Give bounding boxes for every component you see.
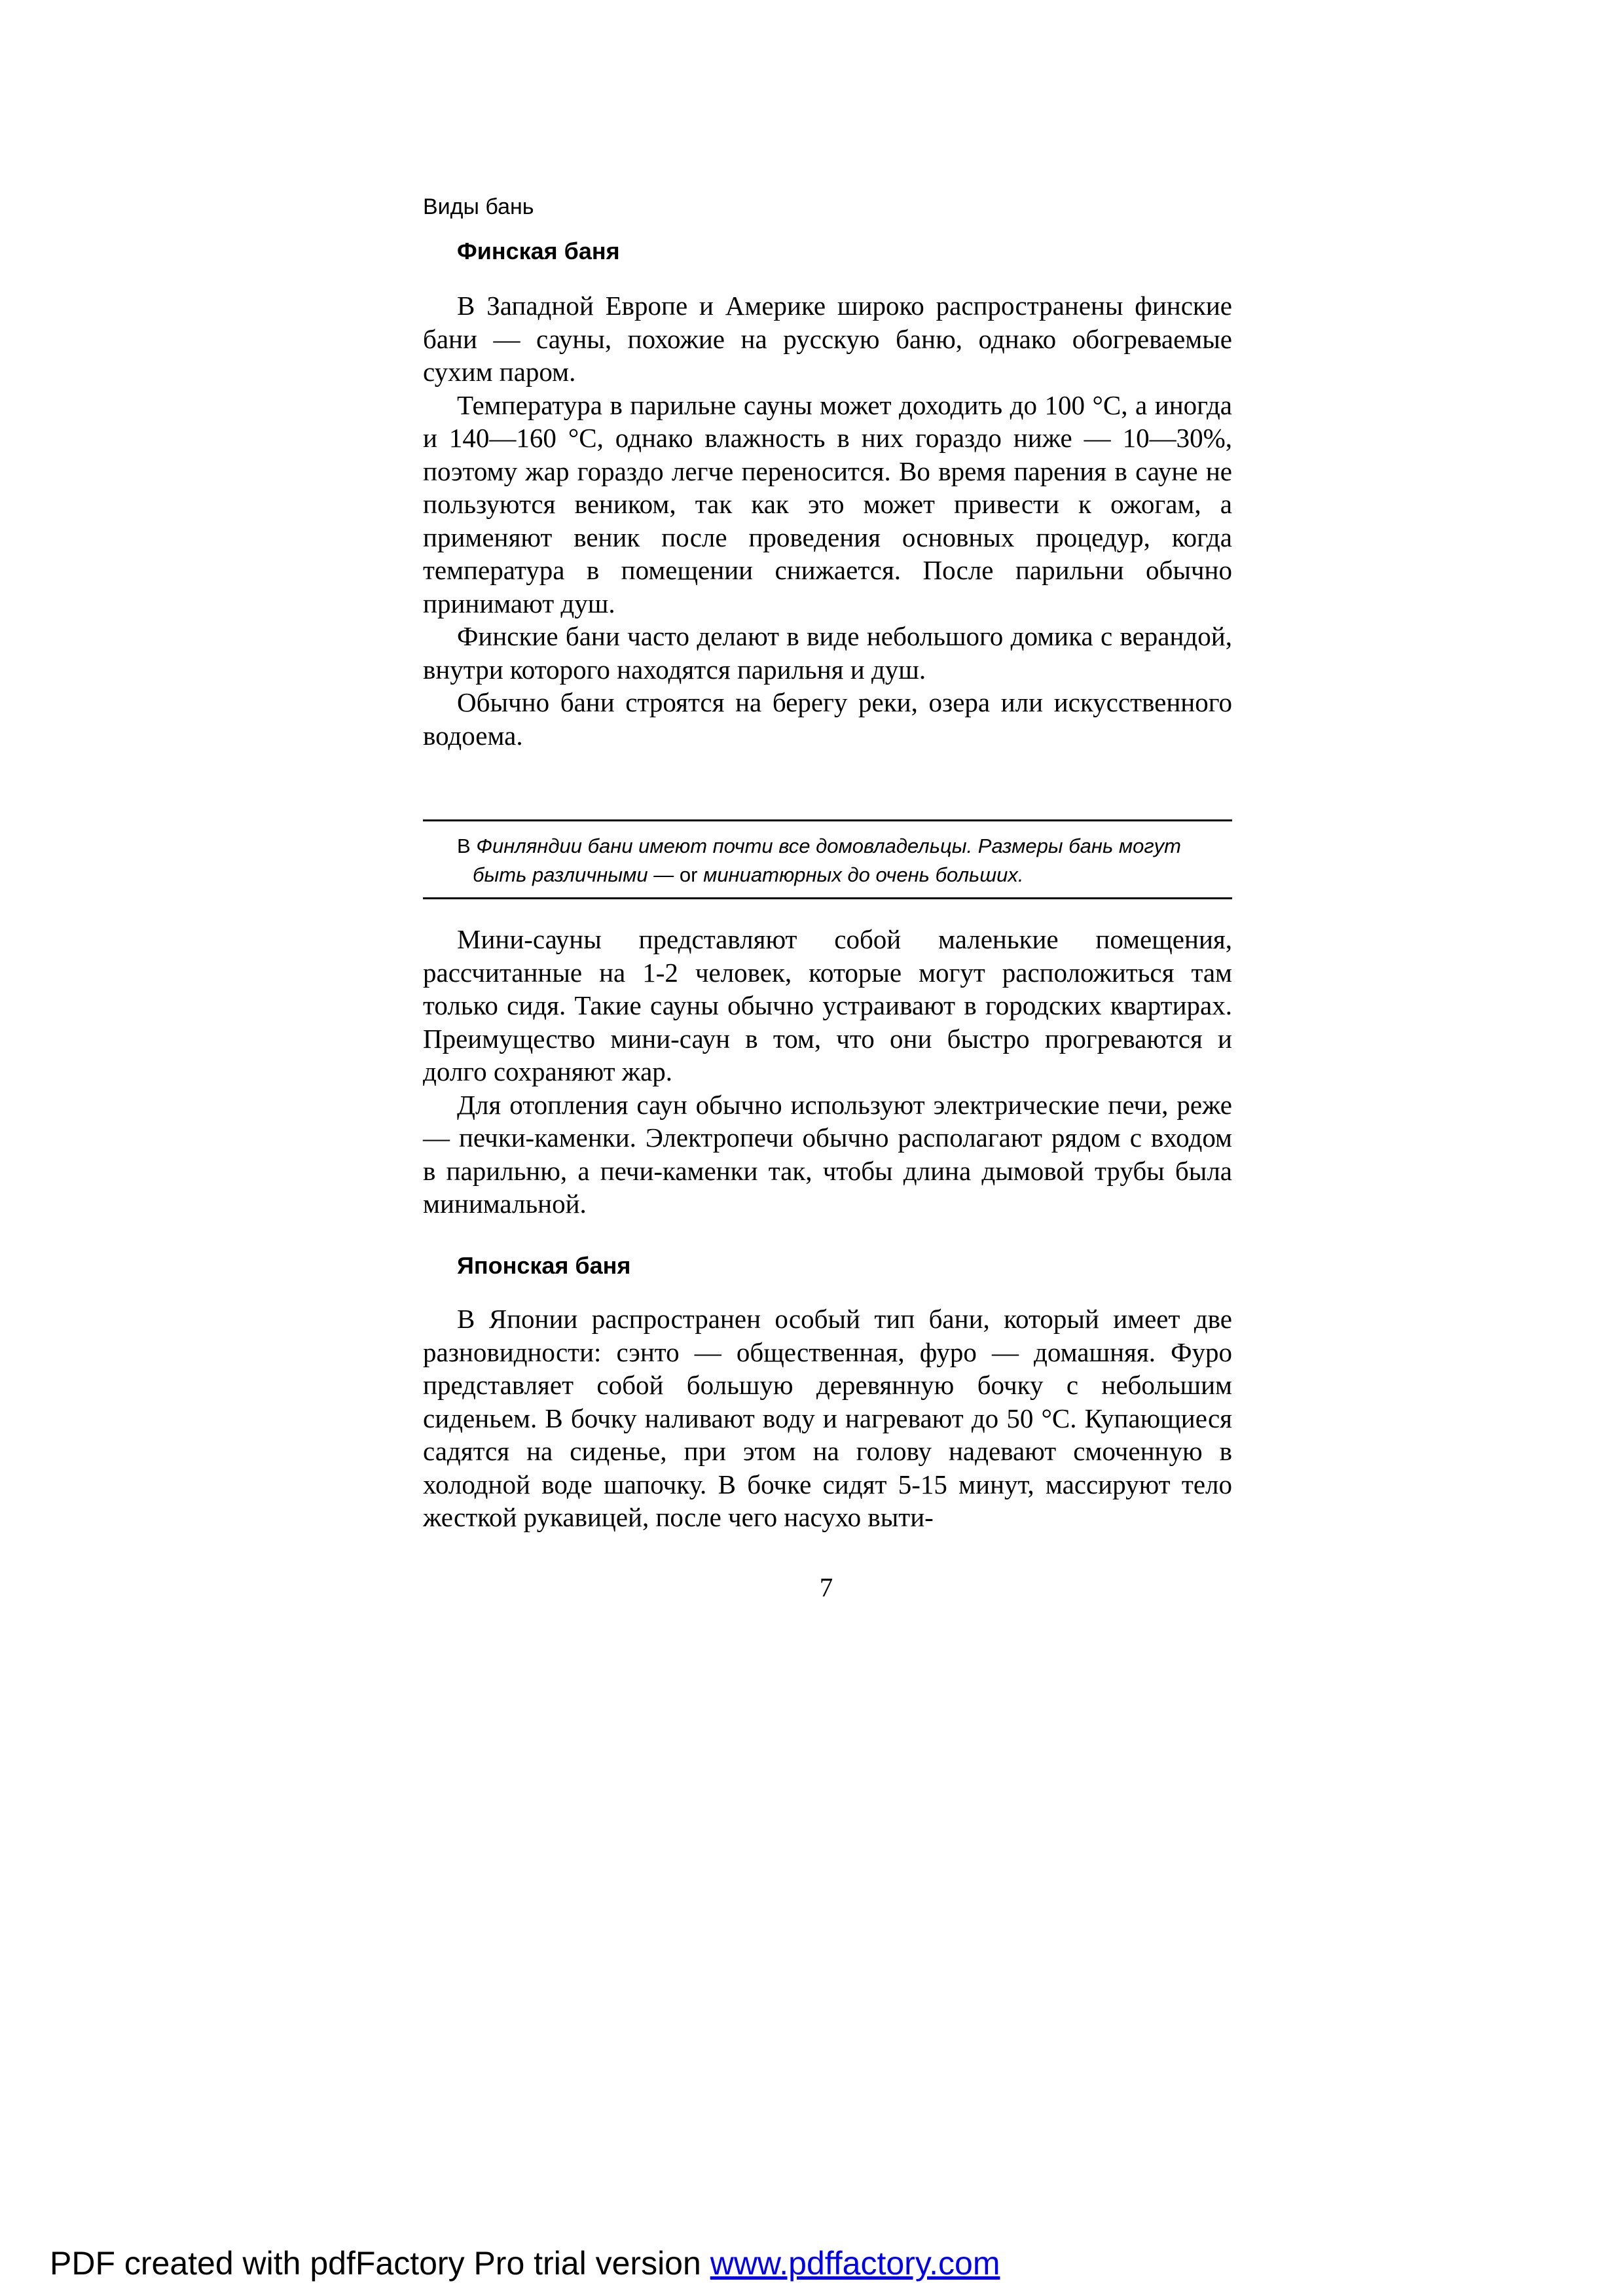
paragraph: В Западной Европе и Америке широко распространены финские бани — сауны, похожие на русскую баню, однако обогреваемые сухим паром. bbox=[423, 291, 1232, 387]
section-heading-finnish: Финская баня bbox=[457, 238, 620, 264]
callout-lead: В bbox=[457, 834, 471, 857]
paragraph: Для отопления саун обычно используют электрические печи, реже — печки-каменки. Электропечи обычно располагают рядом с входом в парильню, а печи-каменки так, чтобы длина дымовой трубы была минимальной. bbox=[423, 1089, 1232, 1219]
paragraph: Обычно бани строятся на берегу реки, озера или искусственного водоема. bbox=[423, 687, 1232, 751]
japanese-body bbox=[423, 1302, 1232, 1534]
page-number: 7 bbox=[819, 1572, 833, 1602]
finnish-body-part-1 bbox=[423, 289, 1232, 752]
running-head: Виды бань bbox=[423, 194, 534, 219]
paragraph: Мини-сауны представляют собой маленькие помещения, рассчитанные на 1-2 человек, которые могут расположиться там только сидя. Такие сауны обычно устраивают в городских квартирах. Преимущество мини-саун в том, что они быстро прогреваются и долго сохраняют жар. bbox=[423, 924, 1232, 1086]
callout-italic-1: Финляндии бани имеют почти все домовладельцы. Размеры бань могут быть различными — bbox=[473, 834, 1181, 886]
pdf-footer bbox=[50, 2244, 1000, 2283]
pdf-footer-text: PDF created with pdfFactory Pro trial version bbox=[50, 2245, 701, 2282]
callout-italic-2: миниатюрных до очень больших. bbox=[703, 863, 1024, 886]
section-heading-japanese: Японская баня bbox=[457, 1252, 631, 1279]
paragraph: Температура в парильне сауны может доходить до 100 °С, а иногда и 140—160 °С, однако влажность в них гораздо ниже — 10—30%, поэтому жар гораздо легче переносится. Во время парения в сауне не пользуются веником, так как это может привести к ожогам, а применяют веник после проведения основных процедур, когда температура в помещении снижается. После парильни обычно принимают душ. bbox=[423, 389, 1232, 619]
callout-plain: or bbox=[679, 863, 698, 886]
callout-box bbox=[423, 819, 1232, 899]
callout-text bbox=[423, 832, 1232, 889]
pdf-footer-link[interactable]: www.pdffactory.com bbox=[710, 2245, 1000, 2282]
finnish-body-part-2 bbox=[423, 923, 1232, 1221]
paragraph: В Японии распространен особый тип бани, который имеет две разновидности: сэнто — общественная, фуро — домашняя. Фуро представляет собой большую деревянную бочку с небольшим сиденьем. В бочку наливают воду и нагревают до 50 °С. Купающиеся садятся на сиденье, при этом на голову надевают смоченную в холодной воде шапочку. В бочке сидят 5-15 минут, массируют тело жесткой рукавицей, после чего насухо выти- bbox=[423, 1304, 1232, 1532]
paragraph: Финские бани часто делают в виде небольшого домика с верандой, внутри которого находятся парильня и душ. bbox=[423, 621, 1232, 685]
